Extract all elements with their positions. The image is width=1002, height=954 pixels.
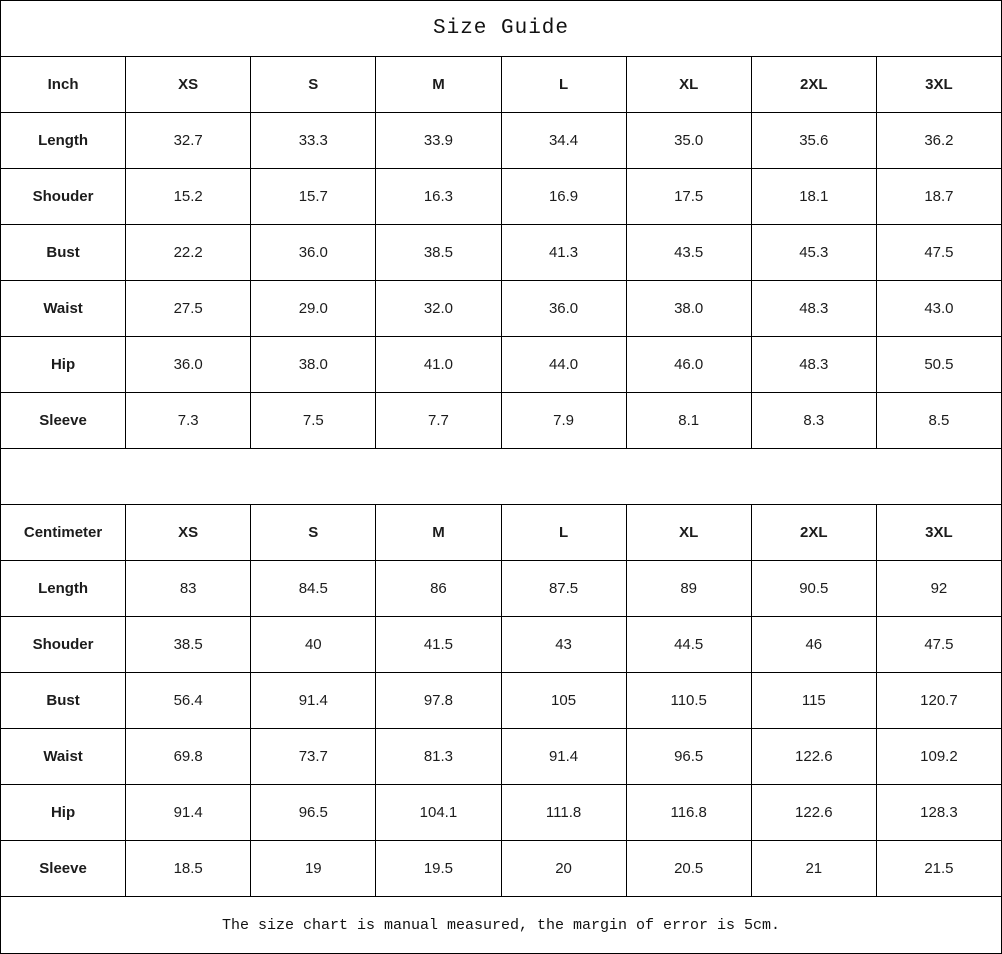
measurement-row (1, 169, 1002, 225)
measurement-value: 43.5 (626, 225, 751, 281)
measurement-value: 38.5 (376, 225, 501, 281)
measurement-value: 109.2 (876, 729, 1001, 785)
measurement-value: 16.3 (376, 169, 501, 225)
measurement-label: Waist (1, 281, 126, 337)
measurement-value: 83 (126, 561, 251, 617)
measurement-value: 87.5 (501, 561, 626, 617)
measurement-value: 44.0 (501, 337, 626, 393)
measurement-value: 105 (501, 673, 626, 729)
measurement-label: Sleeve (1, 841, 126, 897)
measurement-value: 96.5 (251, 785, 376, 841)
size-column-header: 3XL (876, 505, 1001, 561)
measurement-row (1, 561, 1002, 617)
measurement-value: 21.5 (876, 841, 1001, 897)
measurement-value: 8.1 (626, 393, 751, 449)
measurement-label: Bust (1, 225, 126, 281)
measurement-value: 33.9 (376, 113, 501, 169)
measurement-label: Shouder (1, 169, 126, 225)
measurement-row (1, 617, 1002, 673)
measurement-value: 128.3 (876, 785, 1001, 841)
table-gap-cell (1, 449, 1002, 505)
size-column-header: L (501, 505, 626, 561)
title-row (1, 1, 1002, 57)
measurement-value: 32.7 (126, 113, 251, 169)
size-column-header: 3XL (876, 57, 1001, 113)
measurement-value: 36.0 (501, 281, 626, 337)
measurement-value: 81.3 (376, 729, 501, 785)
page-title: Size Guide (1, 1, 1002, 57)
measurement-value: 92 (876, 561, 1001, 617)
size-column-header: L (501, 57, 626, 113)
measurement-value: 44.5 (626, 617, 751, 673)
measurement-value: 45.3 (751, 225, 876, 281)
measurement-value: 43.0 (876, 281, 1001, 337)
measurement-value: 48.3 (751, 281, 876, 337)
size-header-row (1, 57, 1002, 113)
size-column-header: 2XL (751, 505, 876, 561)
measurement-value: 56.4 (126, 673, 251, 729)
measurement-value: 38.0 (626, 281, 751, 337)
measurement-value: 96.5 (626, 729, 751, 785)
measurement-label: Shouder (1, 617, 126, 673)
measurement-value: 19 (251, 841, 376, 897)
measurement-row (1, 785, 1002, 841)
measurement-value: 90.5 (751, 561, 876, 617)
measurement-value: 35.0 (626, 113, 751, 169)
measurement-value: 43 (501, 617, 626, 673)
size-column-header: XL (626, 505, 751, 561)
measurement-value: 41.0 (376, 337, 501, 393)
measurement-value: 35.6 (751, 113, 876, 169)
measurement-value: 32.0 (376, 281, 501, 337)
measurement-value: 15.2 (126, 169, 251, 225)
gap-section (1, 449, 1002, 505)
measurement-value: 111.8 (501, 785, 626, 841)
measurement-value: 38.0 (251, 337, 376, 393)
measurement-value: 8.3 (751, 393, 876, 449)
measurement-value: 33.3 (251, 113, 376, 169)
measurement-value: 48.3 (751, 337, 876, 393)
measurement-label: Length (1, 113, 126, 169)
measurement-value: 18.7 (876, 169, 1001, 225)
measurement-row (1, 281, 1002, 337)
measurement-value: 122.6 (751, 785, 876, 841)
measurement-value: 47.5 (876, 617, 1001, 673)
measurement-value: 34.4 (501, 113, 626, 169)
unit-header-cell: Centimeter (1, 505, 126, 561)
size-column-header: M (376, 57, 501, 113)
measurement-value: 91.4 (251, 673, 376, 729)
measurement-row (1, 673, 1002, 729)
measurement-value: 19.5 (376, 841, 501, 897)
size-column-header: XS (126, 505, 251, 561)
measurement-value: 41.5 (376, 617, 501, 673)
measurement-value: 15.7 (251, 169, 376, 225)
unit-header-cell: Inch (1, 57, 126, 113)
measurement-value: 116.8 (626, 785, 751, 841)
measurement-row (1, 225, 1002, 281)
measurement-value: 8.5 (876, 393, 1001, 449)
measurement-value: 46 (751, 617, 876, 673)
measurement-value: 50.5 (876, 337, 1001, 393)
measurement-value: 36.2 (876, 113, 1001, 169)
measurement-value: 22.2 (126, 225, 251, 281)
measurement-row (1, 729, 1002, 785)
measurement-value: 18.5 (126, 841, 251, 897)
measurement-value: 46.0 (626, 337, 751, 393)
footer-note: The size chart is manual measured, the margin of error is 5cm. (1, 897, 1002, 954)
size-column-header: XL (626, 57, 751, 113)
measurement-value: 97.8 (376, 673, 501, 729)
measurement-label: Sleeve (1, 393, 126, 449)
measurement-value: 110.5 (626, 673, 751, 729)
measurement-value: 91.4 (501, 729, 626, 785)
measurement-row (1, 337, 1002, 393)
measurement-value: 120.7 (876, 673, 1001, 729)
size-column-header: M (376, 505, 501, 561)
measurement-label: Waist (1, 729, 126, 785)
measurement-value: 7.3 (126, 393, 251, 449)
measurement-value: 16.9 (501, 169, 626, 225)
measurement-value: 20.5 (626, 841, 751, 897)
measurement-value: 115 (751, 673, 876, 729)
measurement-row (1, 841, 1002, 897)
measurement-label: Length (1, 561, 126, 617)
measurement-label: Bust (1, 673, 126, 729)
footer-note-row (1, 897, 1002, 954)
measurement-value: 91.4 (126, 785, 251, 841)
measurement-label: Hip (1, 337, 126, 393)
size-column-header: 2XL (751, 57, 876, 113)
measurement-value: 40 (251, 617, 376, 673)
measurement-value: 21 (751, 841, 876, 897)
table-gap-row (1, 449, 1002, 505)
measurement-value: 36.0 (251, 225, 376, 281)
measurement-row (1, 393, 1002, 449)
measurement-row (1, 113, 1002, 169)
measurement-value: 36.0 (126, 337, 251, 393)
title-section (1, 1, 1002, 57)
measurement-value: 20 (501, 841, 626, 897)
measurement-value: 7.9 (501, 393, 626, 449)
measurement-value: 29.0 (251, 281, 376, 337)
measurement-value: 41.3 (501, 225, 626, 281)
measurement-value: 104.1 (376, 785, 501, 841)
measurement-value: 122.6 (751, 729, 876, 785)
size-header-row (1, 505, 1002, 561)
measurement-value: 7.7 (376, 393, 501, 449)
size-column-header: S (251, 505, 376, 561)
measurement-value: 89 (626, 561, 751, 617)
size-column-header: XS (126, 57, 251, 113)
measurement-value: 84.5 (251, 561, 376, 617)
note-section (1, 897, 1002, 954)
measurement-value: 17.5 (626, 169, 751, 225)
measurement-value: 7.5 (251, 393, 376, 449)
size-column-header: S (251, 57, 376, 113)
inch-table-body (1, 57, 1002, 449)
measurement-value: 86 (376, 561, 501, 617)
measurement-label: Hip (1, 785, 126, 841)
measurement-value: 27.5 (126, 281, 251, 337)
measurement-value: 73.7 (251, 729, 376, 785)
measurement-value: 69.8 (126, 729, 251, 785)
measurement-value: 18.1 (751, 169, 876, 225)
measurement-value: 38.5 (126, 617, 251, 673)
measurement-value: 47.5 (876, 225, 1001, 281)
centimeter-table-body (1, 505, 1002, 897)
